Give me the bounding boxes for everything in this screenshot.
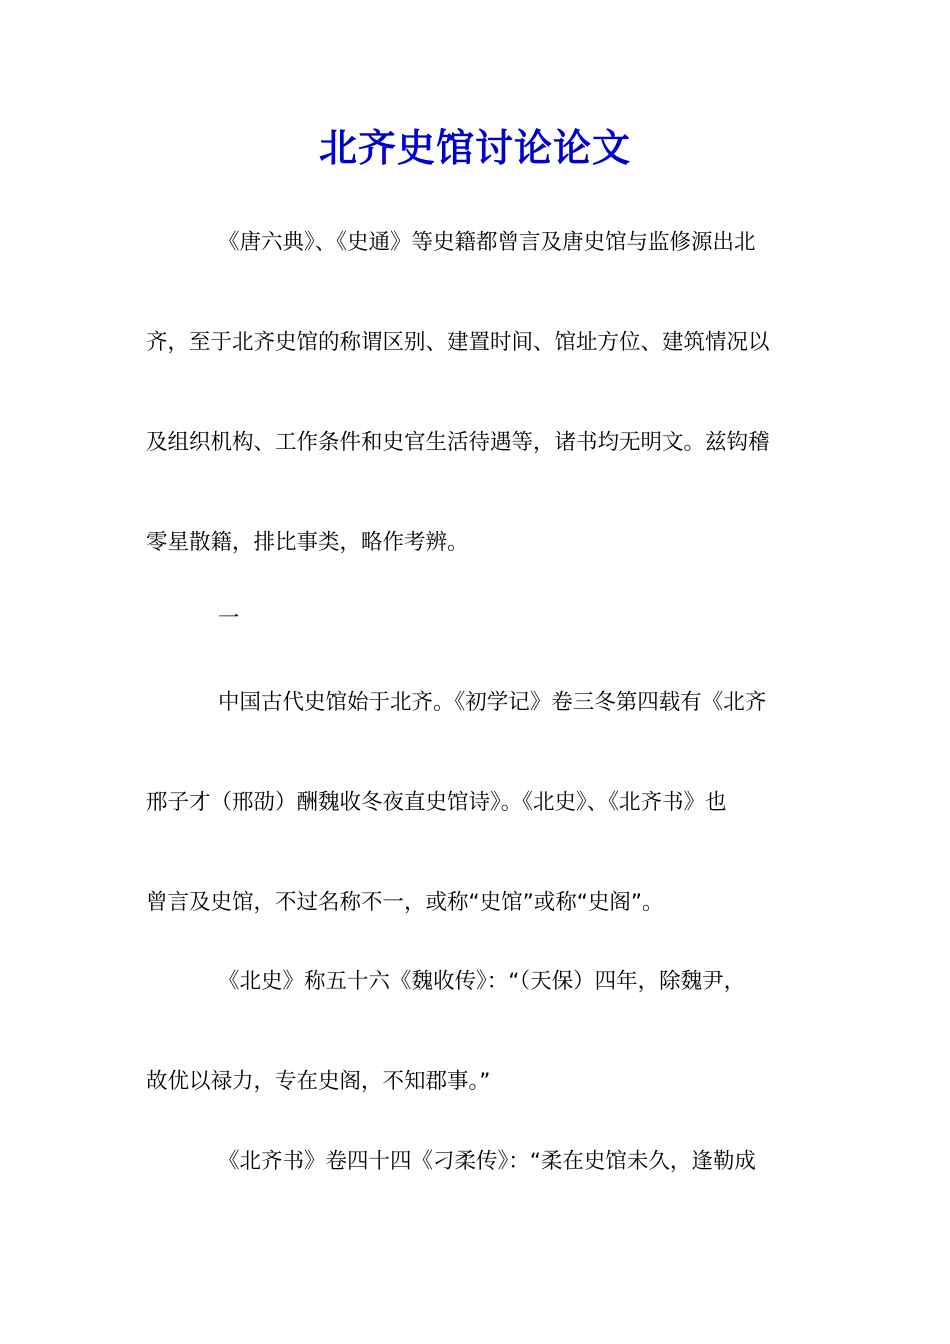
document-title: 北齐史馆讨论论文 (318, 125, 631, 170)
paragraph-line: 中国古代史馆始于北齐。《初学记》卷三冬第四载有《北齐 (218, 690, 767, 715)
paragraph-line: 《北史》称五十六《魏收传》：“（天保）四年，除魏尹， (218, 969, 746, 994)
section-number: 一 (218, 606, 240, 631)
paragraph-line: 齐，至于北齐史馆的称谓区别、建置时间、馆址方位、建筑情况以 (146, 330, 770, 355)
paragraph-line: 《北齐书》卷四十四《刁柔传》：“柔在史馆未久，逢勒成 (218, 1149, 756, 1174)
paragraph-line: 及组织机构、工作条件和史官生活待遇等，诸书均无明文。兹钩稽 (146, 430, 770, 455)
paragraph-line: 零星散籍，排比事类，略作考辨。 (146, 530, 469, 555)
paragraph-line: 《唐六典》、《史通》等史籍都曾言及唐史馆与监修源出北 (218, 230, 756, 255)
paragraph-line: 邢子才（邢劭）酬魏收冬夜直史馆诗》。《北史》、《北齐书》也 (146, 790, 727, 815)
paragraph-line: 曾言及史馆，不过名称不一，或称“史馆”或称“史阁”。 (146, 890, 664, 915)
paragraph-line: 故优以禄力，专在史阁，不知郡事。” (146, 1069, 491, 1094)
